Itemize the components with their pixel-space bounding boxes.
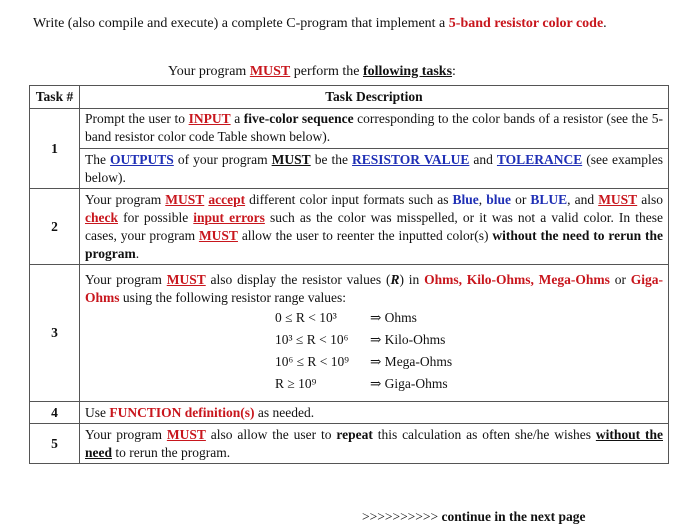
- t4-a1: Use: [85, 404, 110, 420]
- range-unit: ⇒ Kilo-Ohms: [370, 332, 446, 347]
- t2-a8: for possible: [118, 209, 194, 225]
- t3-a1: Your program: [85, 272, 167, 287]
- t3-must: MUST: [166, 272, 206, 287]
- task-description: [80, 265, 669, 402]
- t5-repeat: repeat: [336, 426, 373, 442]
- continue-text: continue in the next page: [438, 509, 586, 524]
- t2-accept: accept: [208, 191, 246, 207]
- range-condition: 10⁶ ≤ R < 10⁹: [275, 354, 349, 369]
- intro-paragraph: [33, 14, 663, 33]
- t1-b4: and: [469, 152, 497, 167]
- range-condition: 0 ≤ R < 10³: [275, 310, 337, 325]
- t2-a4: ,: [478, 191, 487, 207]
- t1-seq: five-color sequence: [243, 111, 354, 126]
- range-condition: 10³ ≤ R < 10⁶: [275, 332, 349, 347]
- t2-c2: blue: [486, 191, 512, 207]
- t1-b2: of your program: [173, 152, 272, 167]
- continue-note: [362, 508, 586, 526]
- t2-a1: Your program: [85, 191, 166, 207]
- range-condition: R ≥ 10⁹: [275, 376, 317, 391]
- t2-a9: such as the color was misspelled, or it was not a valid color. In these cases, your program: [85, 209, 664, 243]
- table-row: [30, 424, 669, 464]
- t1-tol: TOLERANCE: [496, 152, 583, 167]
- t2-a7: also: [637, 191, 664, 207]
- t5-must: MUST: [166, 426, 206, 442]
- header-task-desc: Task Description: [80, 86, 669, 109]
- t1-b5: (see examples below).: [85, 152, 663, 185]
- task1-input-text: [85, 110, 663, 146]
- t2-a3: different color input formats such as: [245, 191, 453, 207]
- range-unit: ⇒ Giga-Ohms: [370, 376, 448, 391]
- t2-must3: MUST: [198, 227, 238, 243]
- intro-end: .: [603, 16, 607, 31]
- t1-a1: Prompt the user to: [85, 111, 189, 126]
- table-row: [30, 265, 669, 402]
- t3-a3: ) in: [399, 272, 425, 287]
- t4-func: FUNCTION definition(s): [109, 404, 255, 420]
- t3-units: Ohms, Kilo-Ohms, Mega-Ohms: [424, 272, 610, 287]
- t2-errors: input errors: [193, 209, 265, 225]
- range-row: [275, 329, 663, 351]
- t1-value: RESISTOR VALUE: [352, 152, 470, 167]
- task3-text: [85, 271, 663, 307]
- intro-text: Write (also compile and execute) a complete C-program that implement a: [33, 16, 449, 31]
- t5-a4: to rerun the program.: [112, 444, 231, 460]
- subtitle-pre: Your program: [168, 64, 250, 79]
- t2-must2: MUST: [598, 191, 638, 207]
- range-unit: ⇒ Ohms: [370, 310, 417, 325]
- t3-a2: also display the resistor values (: [205, 272, 391, 287]
- t3-giga: Giga-Ohms: [85, 272, 663, 305]
- t1-b1: The: [85, 152, 111, 167]
- t2-a6: , and: [567, 191, 599, 207]
- t2-c3: BLUE: [530, 191, 568, 207]
- t1-outputs: OUTPUTS: [110, 152, 174, 167]
- t1-must: MUST: [271, 152, 311, 167]
- task-description: [80, 424, 669, 464]
- t2-check: check: [85, 209, 118, 225]
- t4-a2: as needed.: [254, 404, 315, 420]
- table-row: [30, 109, 669, 189]
- range-row: [275, 307, 663, 329]
- task-number: 2: [30, 189, 80, 265]
- t2-a5: or: [511, 191, 531, 207]
- task-number: 5: [30, 424, 80, 464]
- range-row: [275, 373, 663, 395]
- task-description: [80, 189, 669, 265]
- task-description: [80, 402, 669, 424]
- t5-a3: this calculation as often she/he wishes: [372, 426, 596, 442]
- subtitle-tasks: following tasks: [362, 64, 453, 79]
- task-number: 3: [30, 265, 80, 402]
- task1-output-text: [80, 148, 668, 187]
- subtitle-mid: perform the: [290, 64, 363, 79]
- intro-highlight: 5-band resistor color code: [448, 16, 604, 31]
- t2-bold: without the need to rerun the program: [85, 227, 663, 261]
- t5-a2: also allow the user to: [205, 426, 337, 442]
- table-row: [30, 402, 669, 424]
- t2-must1: MUST: [165, 191, 205, 207]
- t5-need: without the need: [85, 426, 663, 460]
- range-row: [275, 351, 663, 373]
- subtitle-post: :: [452, 64, 456, 79]
- task-number: 4: [30, 402, 80, 424]
- t3-a5: using the following resistor range values:: [119, 290, 346, 305]
- t3-a4: or: [609, 272, 631, 287]
- t2-c1: Blue: [452, 191, 479, 207]
- task-table: [29, 85, 669, 464]
- t5-a1: Your program: [85, 426, 167, 442]
- header-task-num: Task #: [30, 86, 80, 109]
- subtitle-must: MUST: [249, 64, 291, 79]
- t3-r: R: [390, 272, 400, 287]
- t1-a3: corresponding to the color bands of a resistor (see the 5-band resistor color code Table shown below).: [85, 111, 663, 144]
- t1-b3: be the: [310, 152, 353, 167]
- t1-a2: a: [230, 111, 244, 126]
- t2-a11: .: [135, 245, 140, 261]
- continue-arrows: >>>>>>>>>>: [362, 509, 439, 524]
- table-row: [30, 189, 669, 265]
- t1-input: INPUT: [188, 111, 231, 126]
- range-list: [275, 307, 663, 395]
- tasks-subtitle: [168, 63, 456, 81]
- task-number: 1: [30, 109, 80, 189]
- task-description: [80, 109, 669, 189]
- table-header-row: [30, 86, 669, 109]
- t2-a10: allow the user to reenter the inputted color(s): [237, 227, 493, 243]
- range-unit: ⇒ Mega-Ohms: [370, 354, 453, 369]
